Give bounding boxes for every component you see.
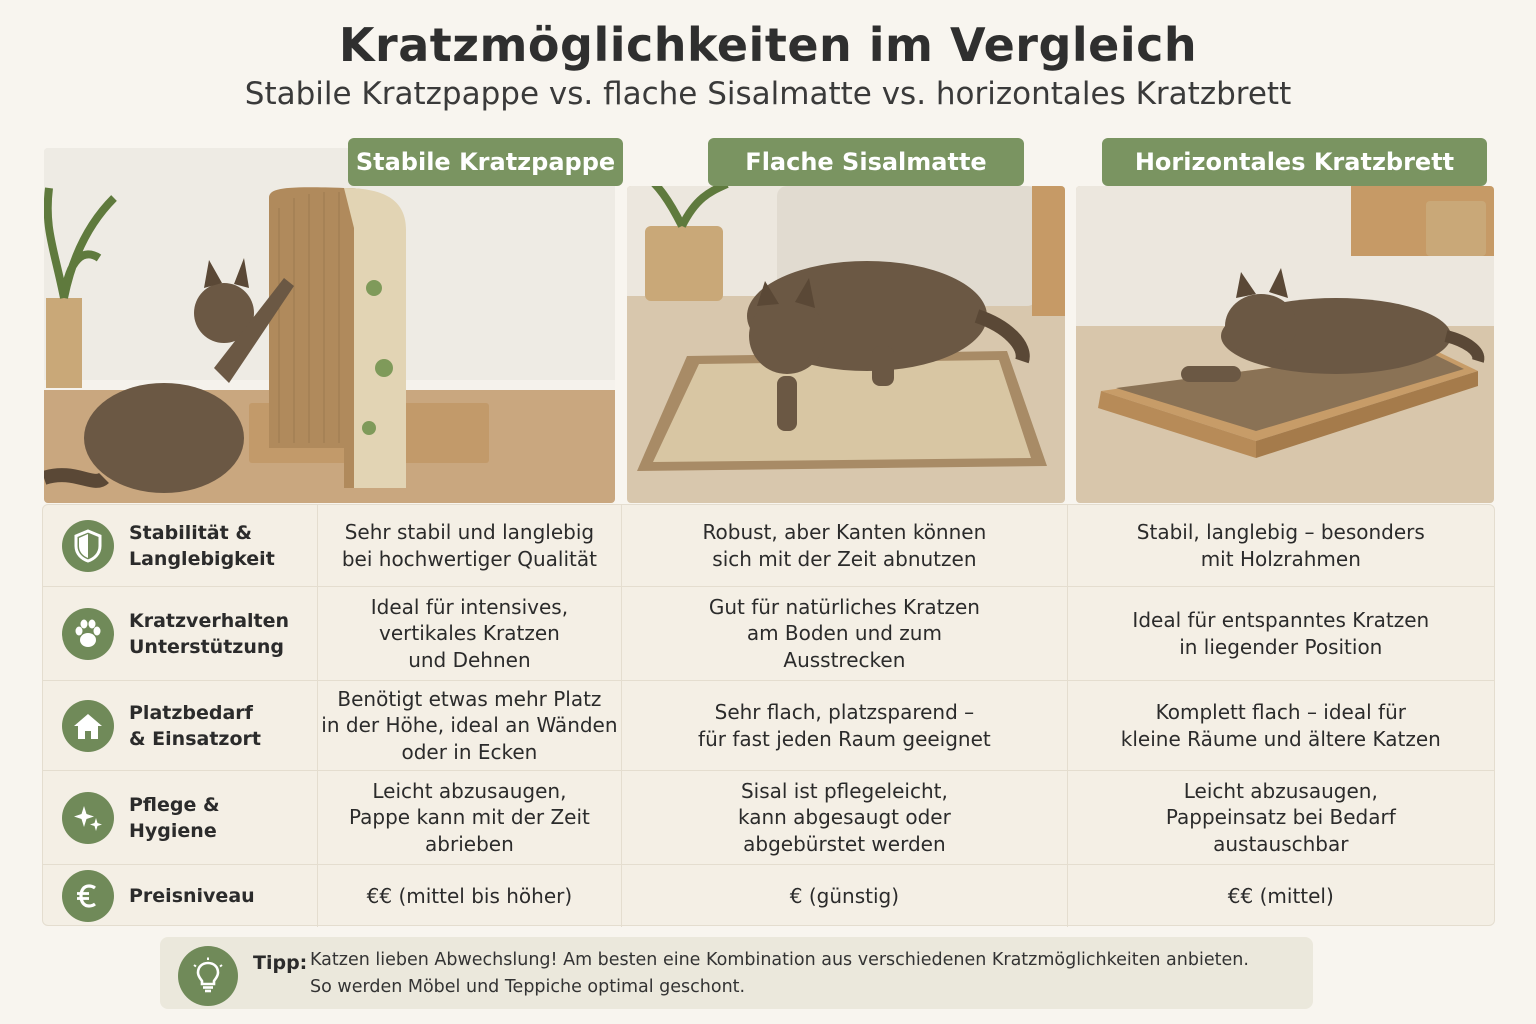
table-cell: Sehr stabil und langlebig bei hochwertiger Qualität [318, 505, 623, 586]
table-cell: Leicht abzusaugen, Pappeinsatz bei Bedarf austauschbar [1165, 778, 1396, 856]
home-icon [62, 700, 114, 752]
table-row-stabilitaet [43, 505, 1494, 587]
table-row-kratzverhalten [43, 587, 1494, 681]
table-row-platzbedarf [43, 681, 1494, 771]
photo-sisalmatte [627, 186, 1065, 503]
column-header-kratzpappe: Stabile Kratzpappe [348, 138, 623, 186]
table-cell: Robust, aber Kanten können sich mit der Zeit abnutzen [622, 505, 1067, 586]
photo-kratzbrett [1076, 186, 1494, 503]
shield-icon [62, 520, 114, 572]
tip-text: Katzen lieben Abwechslung! Am besten eine Kombination aus verschiedenen Kratzmöglichkeiten anbieten. So werden Möbel und Teppiche optimal geschont. [310, 950, 1249, 997]
table-cell: €€ (mittel bis höher) [318, 865, 623, 927]
column-header-sisalmatte: Flache Sisalmatte [708, 138, 1024, 186]
tip-label: Tipp: [253, 952, 308, 974]
table-cell: Benötigt etwas mehr Platz in der Höhe, ideal an Wänden oder in Ecken [318, 681, 623, 770]
row-label: Pflege & Hygiene [129, 793, 220, 842]
row-label: Kratzverhalten Unterstützung [129, 609, 290, 658]
row-label: Stabilität & Langlebigkeit [129, 521, 275, 570]
row-label-cell [43, 771, 318, 864]
table-row-pflege [43, 771, 1494, 865]
table-cell: Komplett flach – ideal für kleine Räume und ältere Katzen [1120, 700, 1441, 751]
table-cell: Stabil, langlebig – besonders mit Holzrahmen [1136, 520, 1425, 571]
column-header-kratzbrett: Horizontales Kratzbrett [1102, 138, 1487, 186]
photo-kratzpappe [44, 148, 615, 503]
table-cell: € (günstig) [622, 865, 1067, 927]
lightbulb-icon [178, 946, 238, 1006]
tip-box [160, 937, 1313, 1009]
table-cell: Leicht abzusaugen, Pappe kann mit der Zeit abrieben [318, 771, 623, 864]
table-cell: Gut für natürliches Kratzen am Boden und zum Ausstrecken [622, 587, 1067, 680]
row-label-cell [43, 681, 318, 770]
euro-icon [62, 870, 114, 922]
table-cell: Sehr flach, platzsparend – für fast jeden Raum geeignet [622, 681, 1067, 770]
page-subtitle: Stabile Kratzpappe vs. flache Sisalmatte vs. horizontales Kratzbrett [244, 76, 1292, 112]
table-cell: Ideal für intensives, vertikales Kratzen und Dehnen [318, 587, 623, 680]
page-title: Kratzmöglichkeiten im Vergleich [338, 18, 1198, 72]
row-label-cell [43, 865, 318, 927]
sparkle-icon [62, 792, 114, 844]
table-cell: Ideal für entspanntes Kratzen in liegender Position [1132, 608, 1430, 659]
row-label: Preisniveau [129, 885, 255, 907]
table-row-preisniveau [43, 865, 1494, 927]
paw-icon [62, 608, 114, 660]
row-label: Platzbedarf & Einsatzort [129, 701, 261, 750]
comparison-table [42, 504, 1495, 926]
table-cell: €€ (mittel) [1227, 883, 1334, 908]
row-label-cell [43, 587, 318, 680]
table-cell: Sisal ist pflegeleicht, kann abgesaugt oder abgebürstet werden [622, 771, 1067, 864]
row-label-cell [43, 505, 318, 586]
